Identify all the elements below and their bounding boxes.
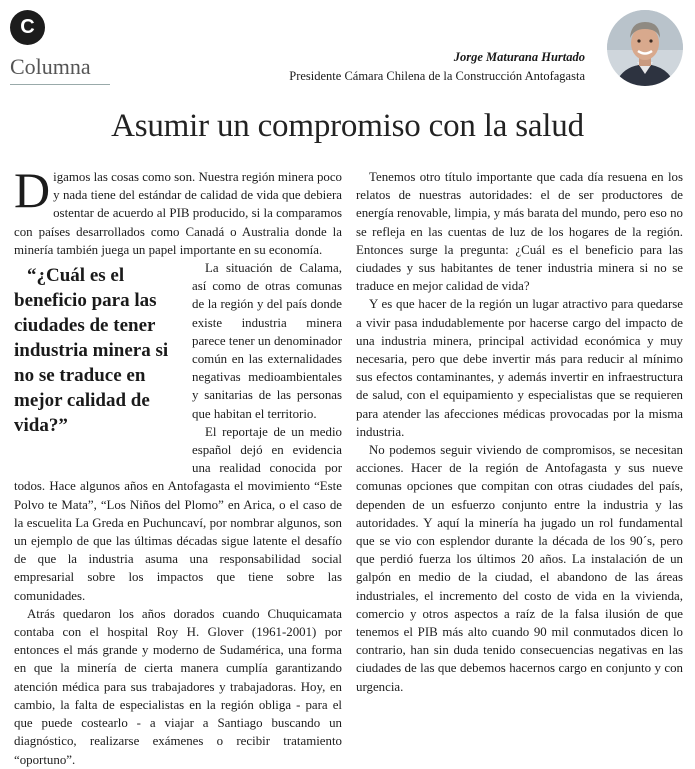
paragraph-3: El reportaje de un medio español dejó en evidencia una realidad conocida por todos. Hace algunos años en Antofagasta el movimiento “Este Polvo te Mata”, “Los Niños del Plomo” en Arica, o el caso de la escuelita La Greda en Puchuncaví, por nombrar algunos, son un ejemplo de que las últimas décadas sigue latente el desafío de que la industria asuma una responsabilidad social empresarial sobre los impactos que tiene sobre las comunidades. [14,424,342,603]
paragraph-4: Atrás quedaron los años dorados cuando Chuquicamata contaba con el hospital Roy H. Glover (1961-2001) por entonces el más grande y moderno de Sudamérica, una forma en que la minería de cierta manera cumplía garantizando atención médica para sus trabajadores y trabajadoras. Hoy, en cambio, la falta de especialistas en la región obliga - para el que puede costearlo - a viajar a Santiago buscando un diagnóstico, realizarse exámenes o recibir tratamiento “oportuno”. [14,606,342,767]
paragraph-2 [14,259,342,437]
paragraph-6: Y es que hacer de la región un lugar atractivo para quedarse a vivir pasa indudablemente por hacerse cargo del impacto de una industria minera, principal actividad económica y muy necesaria, pero que debe invertir más para reducir al mínimo sus efectos contaminantes, y además invertir en infraestructura de salud, con el equipamiento y especialistas que se requieren para atender las afecciones médicas provocadas por la misma industria. [356,297,683,439]
paragraph-7: No podemos seguir viviendo de compromisos, se necesitan acciones. Hacer de la región de Antofagasta y sus nueve comunas opciones que compitan con otras ciudades del país, dependen de un esfuerzo conjunto entre la industria y las autoridades. Y aquí la minería ha jugado un rol fundamental que se vio con esplendor durante la década de los 90´s, pero que perdió fuerza los últimos 20 años. La instalación de un galpón en medio de la ciudad, el abandono de las áreas industriales, el incremento del costo de vida en la vivienda, comercio y otros aspectos a raíz de la falsa ilusión de que tenemos el PIB más alto cuando 90 mil conmutados dicen lo contrario, han sin duda tenido consecuencias negativas en las ciudades de las que debemos hacernos cargo en conjunto y con urgencia. [356,443,683,694]
section-label: Columna [10,54,91,79]
author-name: Jorge Maturana Hurtado [453,50,585,64]
column-badge: C [10,10,45,45]
drop-cap: D [14,162,51,218]
author-photo [607,10,683,86]
paragraph-1 [14,162,343,259]
article-headline: Asumir un compromiso con la salud [111,108,584,144]
column-right [356,168,683,696]
paragraph-2-text: La situación de Calama, así como de otras comunas de la región y del país donde existe industria minera parece tener un denominador común en las externalidades negativas medioambientales y sanitarias de las personas que habitan el territorio. [192,261,342,421]
column-left [14,162,343,769]
author-title: Presidente Cámara Chilena de la Construcción Antofagasta [289,69,585,83]
paragraph-5: Tenemos otro título importante que cada día resuena en los relatos de nuestras autoridades: el de ser productores de energía renovable, limpia, y más barata del mundo, pero eso no se refleja en las cuentas de luz de los hogares de la región. Entonces surge la pregunta: ¿Cuál es el beneficio para las ciudades y sus habitantes de tener industria minera si no se traduce en mejor calidad de vida? [356,170,683,294]
paragraph-1-text: igamos las cosas como son. Nuestra región minera poco y nada tiene del estándar de calidad de vida que debiera ostentar de acuerdo al PIB producido, si la comparamos con países desarrollados como Canadá o Australia donde la minería también juega un papel importante en su economía. [14,170,343,257]
section-divider [10,84,110,85]
author-block [289,48,585,86]
pull-quote: “¿Cuál es el beneficio para las ciudades de tener industria minera si no se traduce en mejor calidad de vida?” [14,265,169,437]
